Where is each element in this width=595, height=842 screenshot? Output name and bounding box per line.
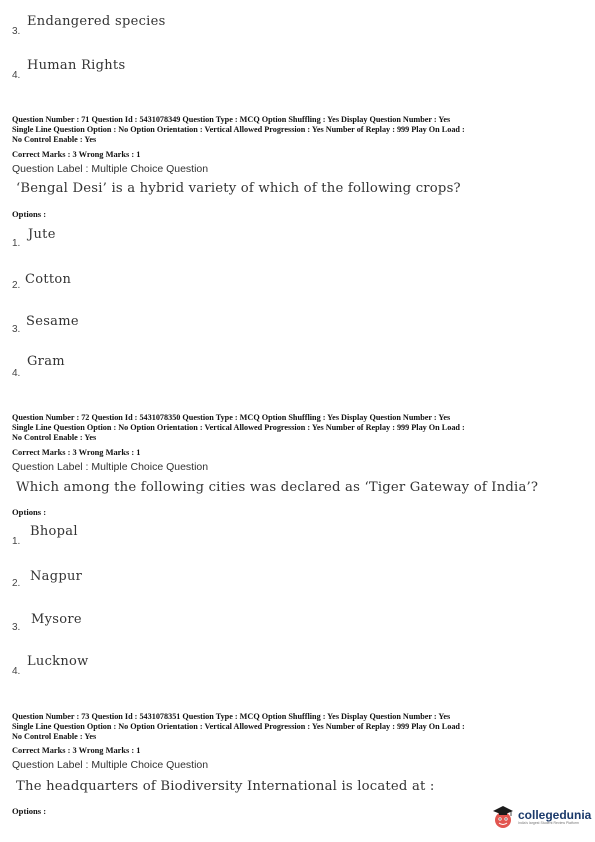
option-3-number: 3.: [12, 26, 21, 37]
option-3-text: Sesame: [26, 314, 79, 329]
question-marks: Correct Marks : 3 Wrong Marks : 1: [12, 746, 141, 755]
option-1-text: Jute: [28, 227, 56, 242]
question-marks: Correct Marks : 3 Wrong Marks : 1: [12, 150, 141, 159]
question-meta-line3: No Control Enable : Yes: [12, 433, 97, 442]
logo-tagline: India's largest Student Review Platform: [518, 820, 579, 825]
option-1-number: 1.: [12, 238, 21, 249]
options-label: Options :: [12, 806, 47, 816]
question-meta-line2: Single Line Question Option : No Option Orientation : Vertical Allowed Progression : Yes Number of Replay : 999 Play On Load :: [12, 722, 465, 731]
option-1-number: 1.: [12, 536, 21, 547]
option-4-text: Human Rights: [27, 58, 126, 73]
option-3-number: 3.: [12, 622, 21, 633]
question-text: The headquarters of Biodiversity International is located at :: [16, 779, 435, 794]
question-text: ‘Bengal Desi’ is a hybrid variety of which of the following crops?: [16, 181, 461, 196]
collegedunia-logo: [492, 804, 591, 830]
option-1-text: Bhopal: [30, 524, 78, 539]
question-text: Which among the following cities was declared as ‘Tiger Gateway of India’?: [16, 480, 539, 495]
question-meta-line3: No Control Enable : Yes: [12, 135, 97, 144]
option-2-text: Nagpur: [30, 569, 83, 584]
question-label: Question Label : Multiple Choice Question: [12, 759, 209, 771]
options-label: Options :: [12, 209, 47, 219]
option-4-number: 4.: [12, 70, 21, 81]
option-2-number: 2.: [12, 280, 21, 291]
question-label: Question Label : Multiple Choice Question: [12, 461, 209, 473]
question-meta-line1: Question Number : 73 Question Id : 5431078351 Question Type : MCQ Option Shuffling : Yes Display Question Number : Yes: [12, 712, 451, 721]
option-3-text: Mysore: [31, 612, 82, 627]
option-4-number: 4.: [12, 666, 21, 677]
question-meta-line1: Question Number : 72 Question Id : 5431078350 Question Type : MCQ Option Shuffling : Yes Display Question Number : Yes: [12, 413, 451, 422]
option-4-text: Gram: [27, 354, 65, 369]
graduate-mascot-icon: [492, 804, 514, 830]
option-3-number: 3.: [12, 324, 21, 335]
option-3-text: Endangered species: [27, 14, 166, 29]
options-label: Options :: [12, 507, 47, 517]
question-meta-line2: Single Line Question Option : No Option Orientation : Vertical Allowed Progression : Yes Number of Replay : 999 Play On Load :: [12, 125, 465, 134]
option-4-number: 4.: [12, 368, 21, 379]
question-marks: Correct Marks : 3 Wrong Marks : 1: [12, 448, 141, 457]
option-4-text: Lucknow: [27, 654, 89, 669]
question-label: Question Label : Multiple Choice Question: [12, 163, 209, 175]
question-meta-line3: No Control Enable : Yes: [12, 732, 97, 741]
option-2-text: Cotton: [25, 272, 72, 287]
question-meta-line2: Single Line Question Option : No Option Orientation : Vertical Allowed Progression : Yes Number of Replay : 999 Play On Load :: [12, 423, 465, 432]
question-meta-line1: Question Number : 71 Question Id : 5431078349 Question Type : MCQ Option Shuffling : Yes Display Question Number : Yes: [12, 115, 451, 124]
option-2-number: 2.: [12, 578, 21, 589]
logo-wordmark: collegedunia: [518, 807, 592, 822]
